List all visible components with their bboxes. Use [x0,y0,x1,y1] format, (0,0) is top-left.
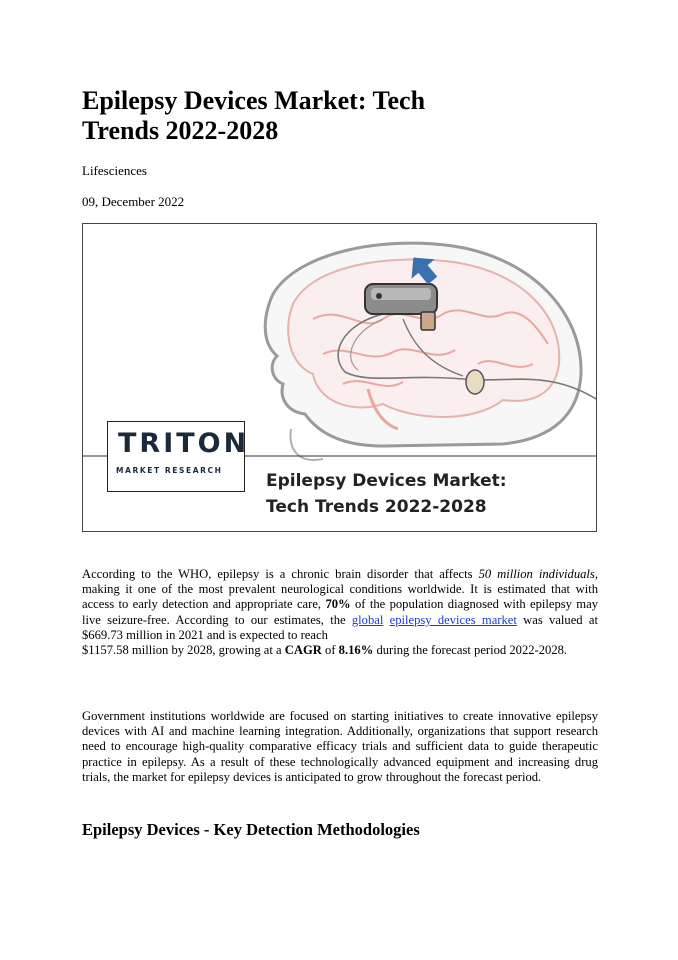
market-link[interactable]: epilepsy devices market [389,612,517,627]
logo-subtitle: MARKET RESEARCH [116,466,223,475]
article-category: Lifesciences [82,163,147,178]
p1-text-5: $1157.58 million by 2028, growing at a [82,643,285,658]
figure-caption-line2: Tech Trends 2022-2028 [266,497,487,517]
article-title: Epilepsy Devices Market: Tech Trends 2022-2028 [82,86,426,145]
p1-bold-percent: 70% [325,597,351,612]
p1-bold-rate: 8.16% [338,643,374,658]
hero-figure [82,223,597,532]
p1-emphasis: 50 million individuals [478,567,595,581]
p1-text-7: during the forecast period 2022-2028. [373,643,568,658]
figure-caption-line1: Epilepsy Devices Market: [266,471,507,491]
global-link[interactable]: global [351,612,384,627]
p1-text-4: was valued at $669.73 million in 2021 and is expected to reach [82,612,598,642]
figure-caption [266,468,586,520]
p1-text-2: , making it one of the most prevalent neurological conditions worldwide. It is estimated that with access to early detection and appropriate care, [82,567,598,612]
p1-bold-cagr: CAGR [284,643,322,658]
p1-text-1: According to the WHO, epilepsy is a chronic brain disorder that affects [82,567,479,581]
government-paragraph: Government institutions worldwide are focused on starting initiatives to create innovative epilepsy devices with AI and machine learning integration. Additionally, organizations that support research need to encourage high-quality comparative efficacy trials and sufficient data to guide therapeutic practice in epilepsy. As a result of these technologically advanced equipment and increasing drug trials, the market for epilepsy devices is anticipated to grow throughout the forecast period. [82,709,598,784]
p1-text-6: of [321,643,339,658]
section-heading: Epilepsy Devices - Key Detection Methodologies [82,820,420,839]
p1-text-3: of the population diagnosed with epilepsy may live seizure-free. According to our estimates, the [82,597,598,627]
article-date: 09, December 2022 [82,194,185,209]
logo-wordmark: TRITON [118,428,250,459]
triton-logo [107,421,250,492]
intro-paragraph [82,567,598,658]
